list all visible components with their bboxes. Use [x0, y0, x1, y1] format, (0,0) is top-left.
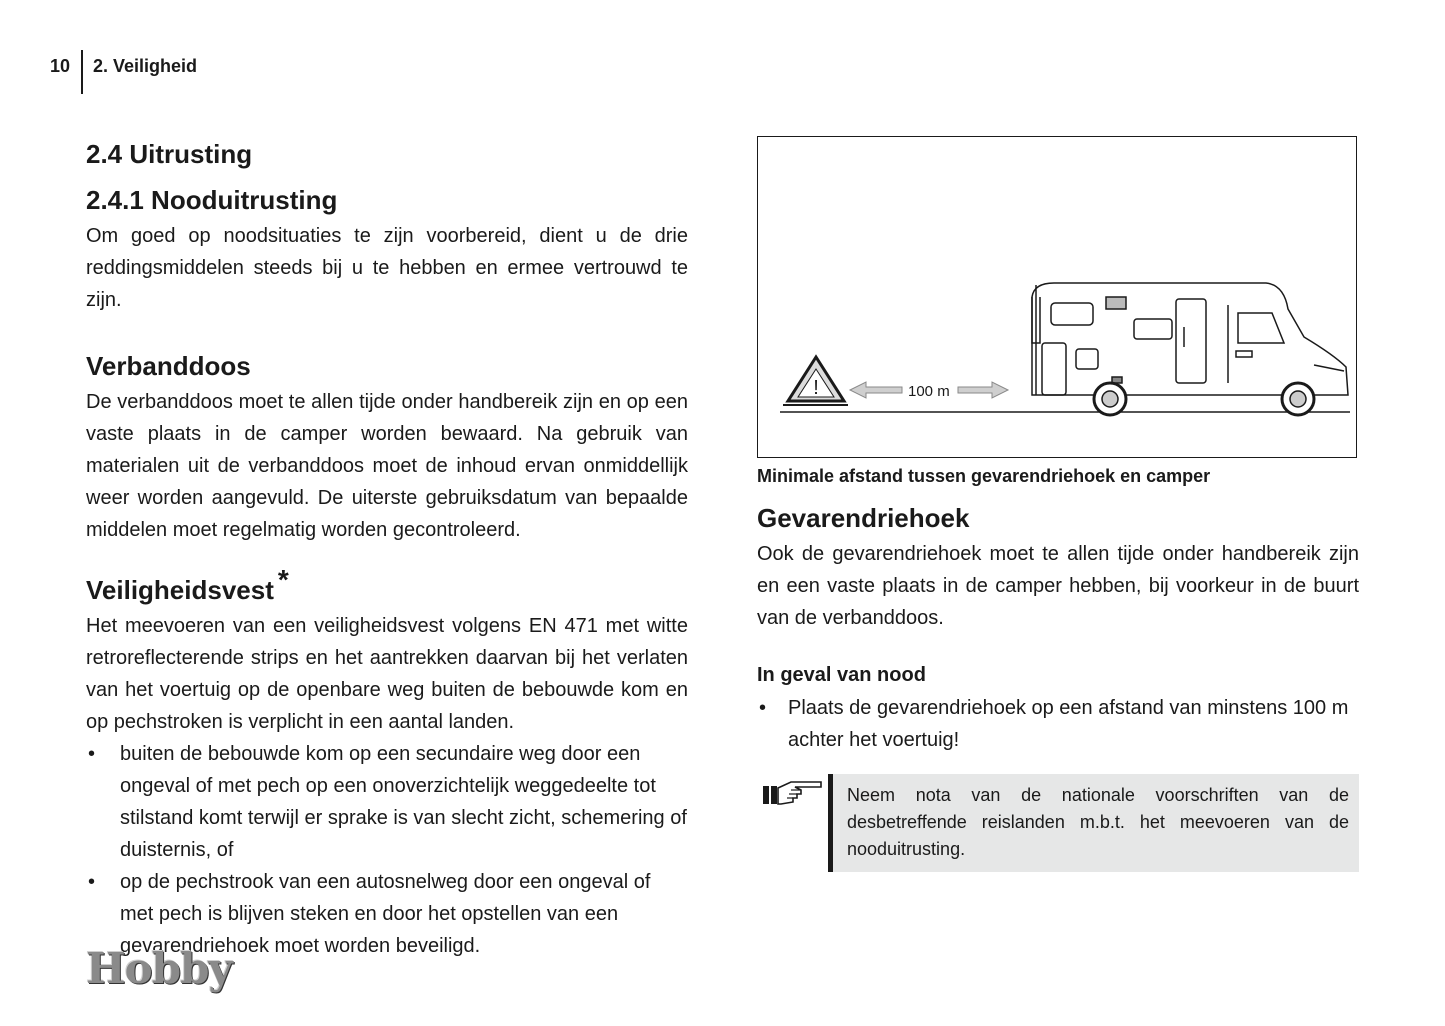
- right-column: [757, 136, 1359, 874]
- bullet-symbol: •: [88, 871, 96, 893]
- vest-bullet-list: [86, 738, 688, 962]
- bullet-symbol: •: [759, 697, 767, 719]
- list-item-text: op de pechstrook van een autosnelweg door een ongeval of met pech is blijven steken en door het opstellen van een gevarendriehoek moet worden beveiligd.: [120, 871, 651, 957]
- distance-illustration: [757, 136, 1357, 458]
- heading-veiligheidsvest-label: Veiligheidsvest: [86, 575, 274, 605]
- figure-caption: Minimale afstand tussen gevarendriehoek en camper: [757, 466, 1211, 486]
- heading-gevarendriehoek: Gevarendriehoek: [757, 503, 970, 533]
- optional-star: *: [277, 564, 289, 595]
- driehoek-paragraph: Ook de gevarendriehoek moet te allen tijde onder handbereik zijn en een vaste plaats in de camper hebben, bij voorkeur in de buurt van de verbanddoos.: [757, 543, 1359, 629]
- bullet-symbol: •: [88, 743, 96, 765]
- right-arrow-icon: [958, 382, 1008, 398]
- note-callout: [757, 774, 1359, 874]
- header-divider: [81, 50, 83, 94]
- page-number: 10: [50, 56, 71, 76]
- list-item-text: Plaats de gevarendriehoek op een afstand van minstens 100 m achter het voertuig!: [788, 697, 1349, 751]
- camper-icon: [1032, 283, 1348, 415]
- triangle-exclamation: !: [813, 377, 819, 399]
- intro-paragraph: Om goed op noodsituaties te zijn voorbereid, dient u de drie reddingsmiddelen steeds bij u te hebben en ermee vertrouwd te zijn.: [86, 225, 688, 311]
- heading-in-geval-van-nood: In geval van nood: [757, 664, 926, 686]
- list-item: [86, 738, 688, 866]
- camper-triangle-drawing: [758, 137, 1358, 459]
- left-column: [86, 134, 688, 962]
- vest-paragraph: Het meevoeren van een veiligheidsvest volgens EN 471 met witte retroreflecterende strips en het aantrekken daarvan bij het verlaten van het voertuig op de openbare weg buiten de bebouwde kom en op pechstroken is verplicht in een aantal landen.: [86, 615, 688, 733]
- heading-uitrusting: 2.4 Uitrusting: [86, 139, 253, 169]
- nood-bullet-list: [757, 692, 1359, 756]
- hobby-logo: Hobby: [86, 944, 232, 993]
- list-item: [757, 692, 1359, 756]
- list-item-text: buiten de bebouwde kom op een secundaire weg door een ongeval of met pech op een onoverzichtelijk weggedeelte tot stilstand komt terwijl er sprake is van slecht zicht, schemering of duisternis, of: [120, 743, 687, 861]
- pointing-hand-icon: [761, 778, 823, 808]
- heading-verbanddoos: Verbanddoos: [86, 351, 251, 381]
- section-title: 2. Veiligheid: [93, 56, 198, 76]
- heading-veiligheidsvest: [86, 564, 688, 610]
- distance-label: 100 m: [908, 383, 950, 400]
- left-arrow-icon: [850, 382, 902, 398]
- warning-triangle-icon: [783, 357, 848, 405]
- verbanddoos-paragraph: De verbanddoos moet te allen tijde onder handbereik zijn en op een vaste plaats in de camper worden bewaard. Na gebruik van materialen uit de verbanddoos moet de inhoud ervan onmiddellijk weer worden aangevuld. De uiterste gebruiksdatum van bepaalde middelen moet regelmatig worden gecontroleerd.: [86, 391, 688, 541]
- note-text: Neem nota van de nationale voorschriften van de desbetreffende reislanden m.b.t. het meevoeren van de nooduitrusting.: [833, 774, 1359, 872]
- heading-nooduitrusting: 2.4.1 Nooduitrusting: [86, 185, 338, 215]
